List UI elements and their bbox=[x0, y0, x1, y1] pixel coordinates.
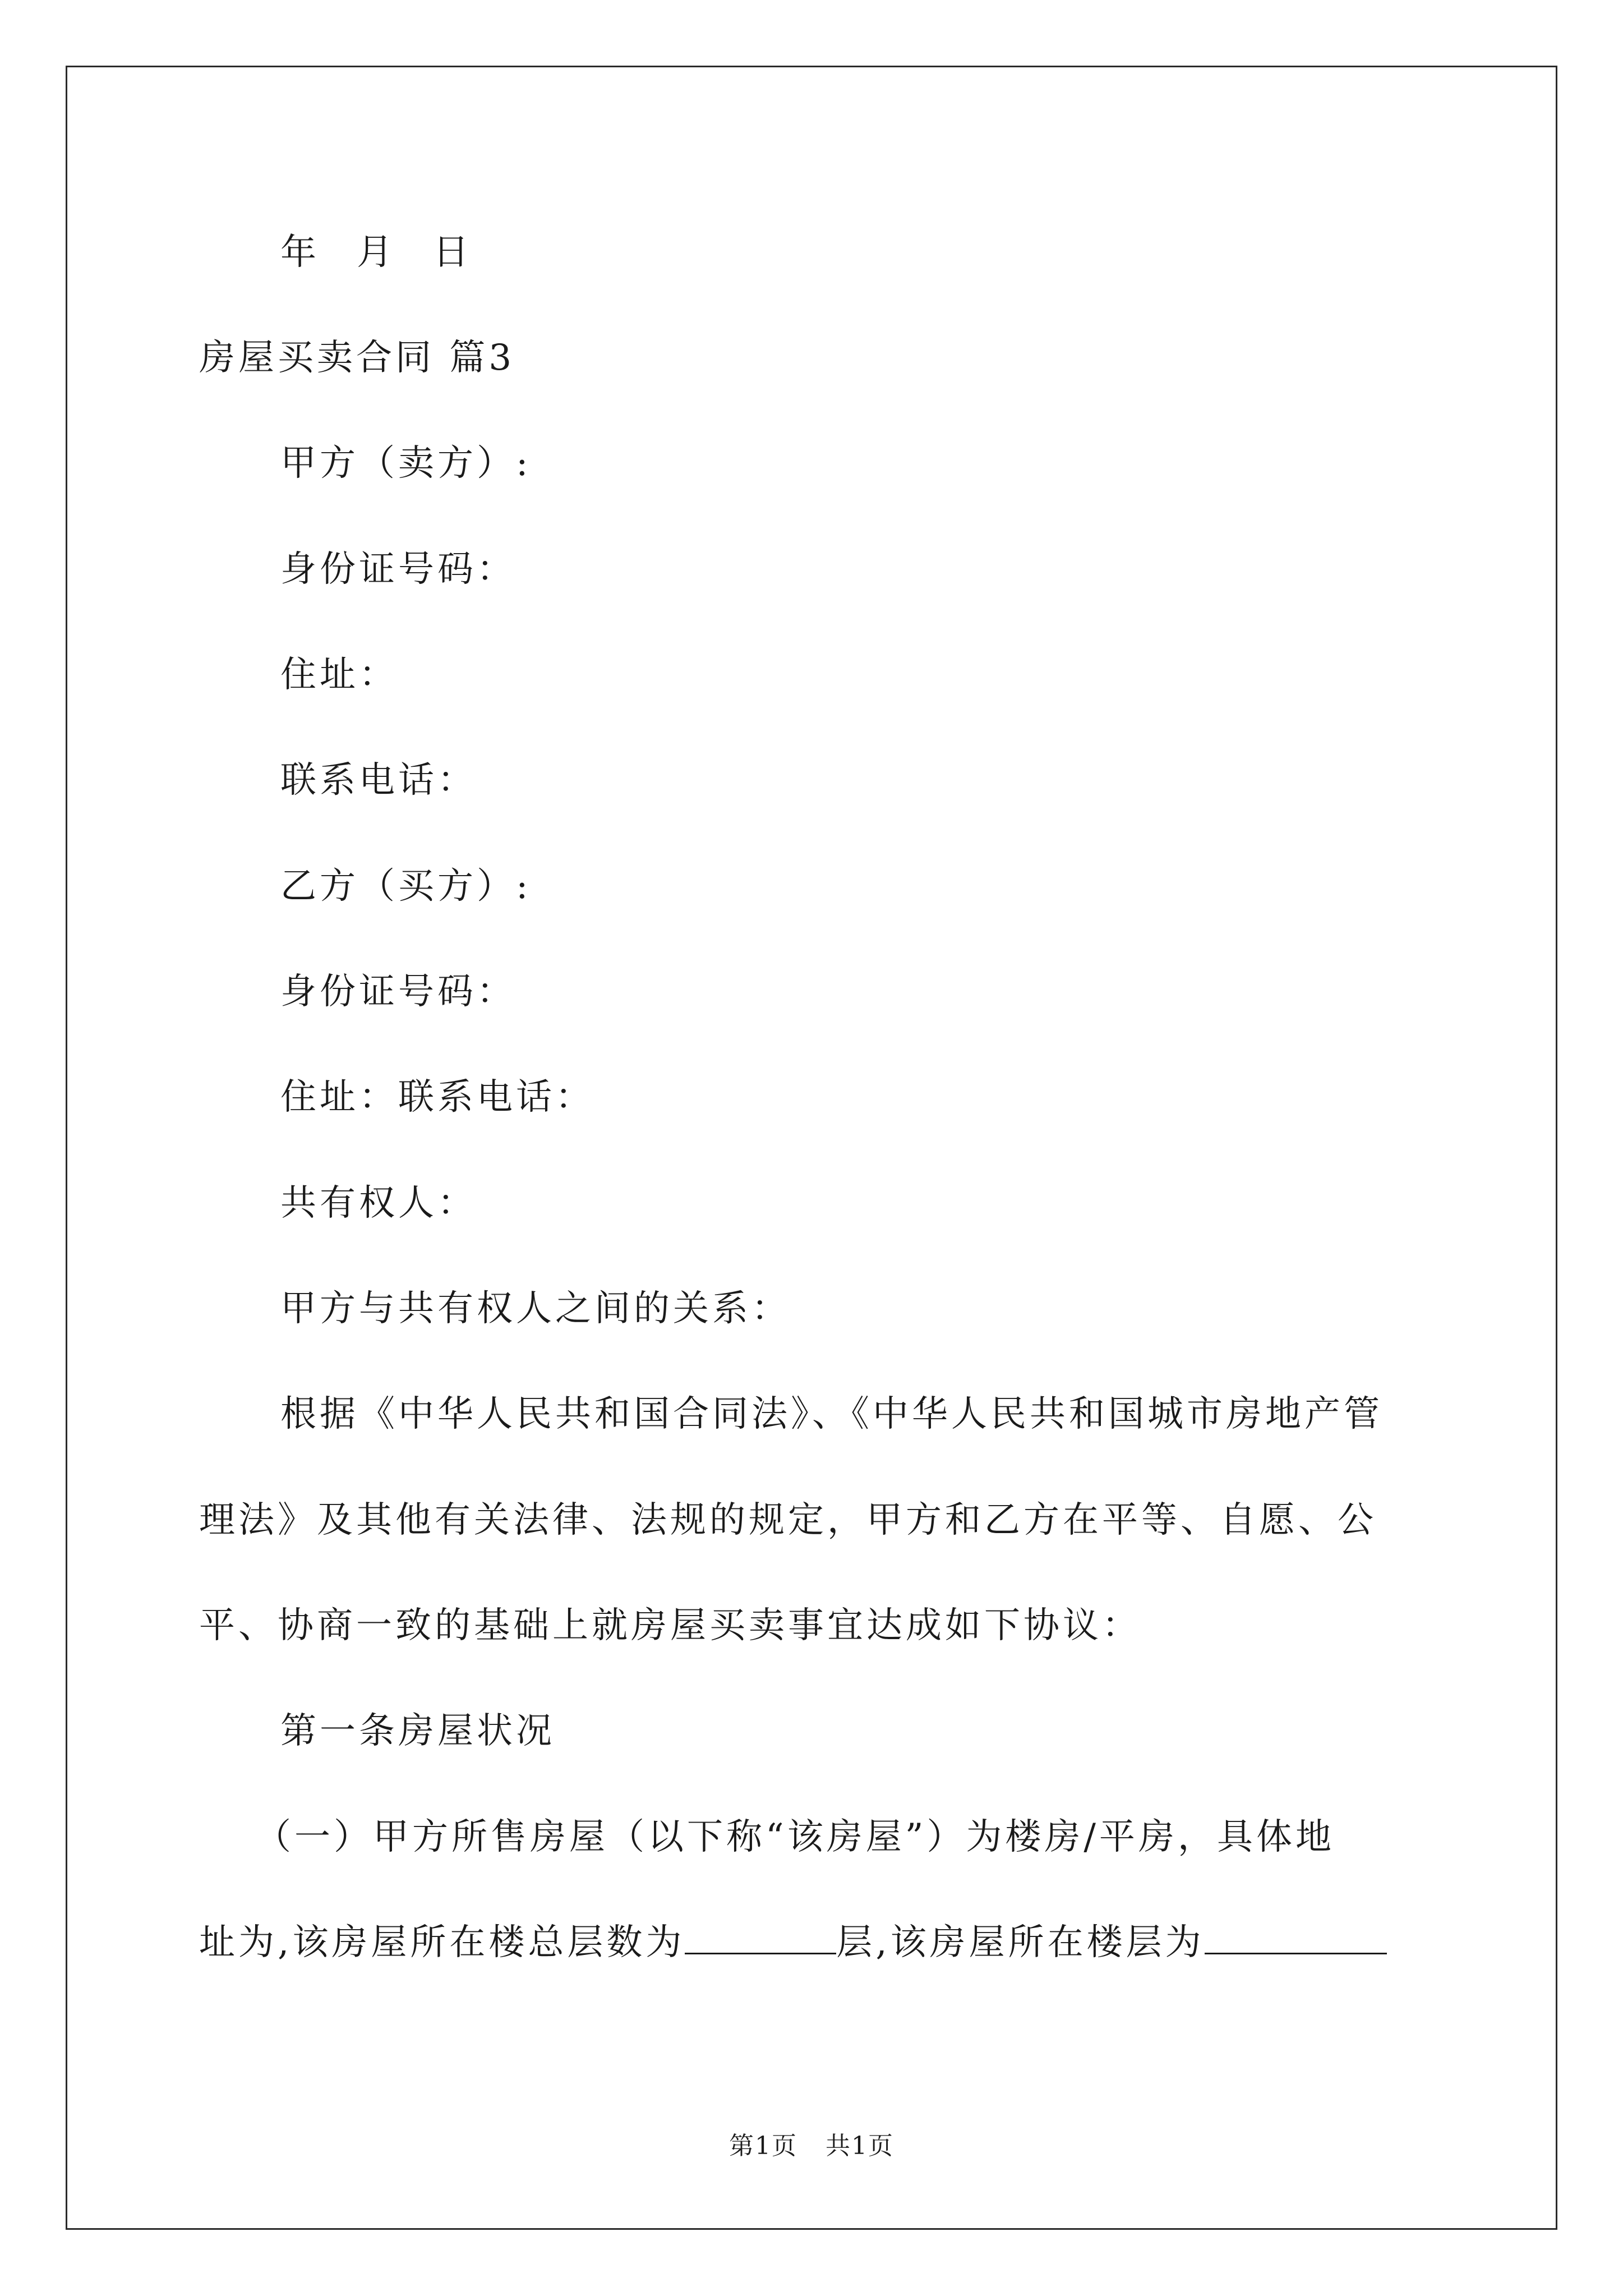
basis-paragraph-line-3: 平、协商一致的基础上就房屋买卖事宜达成如下协议： bbox=[199, 1605, 1141, 1646]
page-number: 第1页 bbox=[729, 2132, 797, 2160]
total-floors-blank[interactable] bbox=[685, 1920, 836, 1954]
buyer-address-phone-label: 住址：联系电话： bbox=[280, 1076, 594, 1118]
date-month: 月 bbox=[357, 232, 393, 273]
seller-label: 甲方（卖方）: bbox=[280, 443, 532, 484]
article-1-title: 第一条房屋状况 bbox=[280, 1710, 555, 1752]
co-owner-relation-label: 甲方与共有权人之间的关系： bbox=[280, 1288, 791, 1329]
buyer-id-label: 身份证号码： bbox=[280, 971, 516, 1013]
page-total: 共1页 bbox=[826, 2132, 894, 2160]
article-1-item-1-line-1: （一）甲方所售房屋（以下称“该房屋”）为楼房/平房，具体地 bbox=[255, 1816, 1335, 1858]
page-border bbox=[66, 66, 1557, 2230]
date-line bbox=[280, 230, 469, 275]
basis-paragraph-line-1: 根据《中华人民共和国合同法》、《中华人民共和国城市房地产管 bbox=[280, 1393, 1383, 1435]
seller-id-label: 身份证号码： bbox=[280, 549, 516, 590]
basis-paragraph-line-2: 理法》及其他有关法律、法规的规定，甲方和乙方在平等、自愿、公 bbox=[199, 1499, 1377, 1541]
floor-located-blank[interactable] bbox=[1205, 1920, 1387, 1954]
co-owner-label: 共有权人： bbox=[280, 1182, 477, 1224]
buyer-label: 乙方（买方）: bbox=[280, 866, 532, 907]
article-1-item-1-line-2 bbox=[199, 1920, 1387, 1965]
date-year: 年 bbox=[280, 232, 316, 273]
section-title: 房屋买卖合同 篇3 bbox=[199, 337, 515, 379]
date-day: 日 bbox=[433, 232, 469, 273]
floor-located-text: 层,该房屋所在楼层为 bbox=[836, 1922, 1205, 1963]
seller-phone-label: 联系电话： bbox=[280, 760, 477, 801]
seller-address-label: 住址： bbox=[280, 654, 398, 696]
page-footer bbox=[0, 2131, 1623, 2162]
address-and-total-floors-text: 址为,该房屋所在楼总层数为 bbox=[199, 1922, 685, 1963]
